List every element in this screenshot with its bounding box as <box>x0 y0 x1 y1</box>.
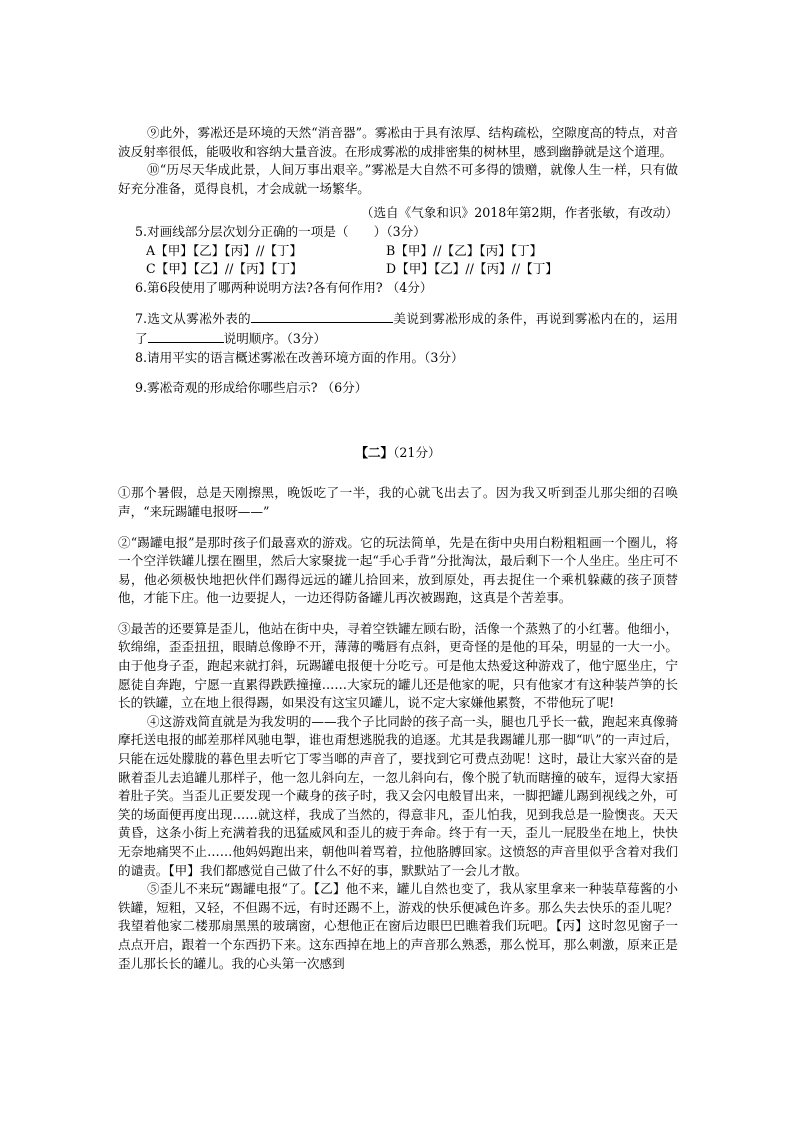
passage2-paragraph-1: ①那个暑假，总是天刚擦黑，晚饭吃了一半，我的心就飞出去了。因为我又听到歪儿那尖细的召唤声，“来玩踢罐电报呀——” <box>118 485 678 519</box>
option-d: D【甲】【乙】//【丙】//【丁】 <box>386 261 558 277</box>
answer-blank-2[interactable] <box>148 329 224 343</box>
section-2-title: 【二】 <box>355 444 394 460</box>
passage2-paragraph-3: ③最苦的还要算是歪儿，他站在街中央，寻着空铁罐左顾右盼，活像一个蒸熟了的小红薯。他细小，软绵绵，歪歪扭扭，眼睛总像睁不开，薄薄的嘴唇有点斜，更奇怪的是他的耳朵，明显的一大一小。由于他身子歪，跑起来就打斜，玩踢罐电报便十分吃亏。可是他太热爱这种游戏了，他宁愿坐庄，宁愿徒自奔跑，宁愿一直累得跌跌撞撞……大家玩的罐儿还是他家的呢，只有他家才有这种装芦笋的长长的铁罐，立在地上很得踢，如果没有这宝贝罐儿，说不定大家嫌他累赘，不带他玩了呢! <box>118 620 678 711</box>
section-2-points: （21分） <box>393 444 441 460</box>
question-7-part-c: 说明顺序。（3分） <box>223 330 327 346</box>
option-c: C【甲】【乙】//【丙】【丁】 <box>146 261 303 277</box>
section-2-heading <box>118 444 678 463</box>
question-5: 5.对画线部分层次划分正确的一项是（ ）（3分） <box>135 223 426 239</box>
question-7-part-a: 7.选文从雾凇外表的 <box>135 311 252 327</box>
option-b: B【甲】//【乙】【丙】【丁】 <box>386 242 543 258</box>
passage2-paragraph-4: ④这游戏简直就是为我发明的——我个子比同龄的孩子高一头，腿也几乎长一截，跑起来真像骑摩托送电报的邮差那样风驰电掣，谁也甭想逃脱我的追逐。尤其是我踢罐儿那一脚“叭”的一声过后，只能在远处朦胧的暮色里去听它丁零当啷的声音了，要找到它可费点劲呢！这时，最让大家兴奋的是瞅着歪儿去追罐儿那样子，他一忽儿斜向左，一忽儿斜向右，像个脱了轨而瞎撞的破车，逗得大家捂着肚子笑。当歪儿正要发现一个藏身的孩子时，我又会闪电般冒出来，一脚把罐儿踢到视线之外，可笑的场面便再度出现……就这样，我成了当然的，得意非凡，歪儿怕我，见到我总是一脸懊丧。天天黄昏，这条小街上充满着我的迅猛威风和歪儿的疲于奔命。终于有一天，歪儿一屁股坐在地上，快快无奈地痛哭不止……他妈妈跑出来，朝他叫着骂着，拉他胳膊回家。这愤怒的声音里似乎含着对我们的谴责。【甲】我们都感觉自己做了什么不好的事，默默站了一会儿才散。 <box>118 713 678 878</box>
question-8: 8.请用平实的语言概述雾凇在改善环境方面的作用。（3分） <box>135 349 464 365</box>
passage1-paragraph-9: ⑨此外，雾凇还是环境的天然“消音器”。雾凇由于具有浓厚、结构疏松，空隙度高的特点，对音波反射率很低，能吸收和容纳大量音波。在形成雾凇的成排密集的树林里，感到幽静就是这个道理。 <box>118 125 678 159</box>
option-a: A【甲】【乙】【丙】//【丁】 <box>146 242 303 258</box>
passage1-paragraph-10: ⑩“历尽天华成此景，人间万事出艰辛。”雾凇是大自然不可多得的馈赠，就像人生一样，只有做好充分准备，觅得良机，才会成就一场繁华。 <box>118 162 678 196</box>
passage2-paragraph-5: ⑤歪儿不来玩“踢罐电报“了。【乙】他不来，罐儿自然也变了，我从家里拿来一种装草莓酱的小铁罐，短粗，又轻，不但踢不远，有时还踢不上，游戏的快乐便减色许多。那么失去快乐的歪儿呢？我望着他家二楼那扇黑黑的玻璃窗，心想他正在窗后边眼巴巴瞧着我们玩吧。【丙】这时忽见窗子一点点开启，跟着一个东西扔下来。这东西掉在地上的声音那么熟悉，那么悦耳，那么刺激，原来正是歪儿那长长的罐儿。我的心头第一次感到 <box>118 881 678 971</box>
question-7-part-b: 美说到雾凇形成的条件，再说到雾凇内在的，运用了 <box>135 311 678 346</box>
passage2-paragraph-2: ②“踢罐电报”是那时孩子们最喜欢的游戏。它的玩法简单，先是在街中央用白粉粗粗画一个圈儿，将一个空洋铁罐儿摆在圈里，然后大家聚拢一起“手心手背”分批淘汰，最后剩下一个人坐庄。坐庄可不易，他必须极快地把伙伴们踢得远远的罐儿拾回来，放到原处，再去捉住一个乘机躲藏的孩子顶替他，才能下庄。他一边要捉人，一边还得防备罐儿再次被踢跑，这真是个苦差事。 <box>118 534 678 606</box>
document-page <box>118 124 678 973</box>
source-citation: （选自《气象和识》2018年第2期，作者张敏，有改动） <box>360 205 678 221</box>
question-5-options-row-2 <box>118 260 678 279</box>
question-7 <box>118 309 678 348</box>
question-5-options-row-1 <box>118 242 678 261</box>
question-9: 9.雾凇奇观的形成给你哪些启示? （6分） <box>135 380 368 396</box>
question-6: 6.第6段使用了哪两种说明方法?各有何作用? （4分） <box>135 279 433 295</box>
answer-blank-1[interactable] <box>251 309 393 323</box>
